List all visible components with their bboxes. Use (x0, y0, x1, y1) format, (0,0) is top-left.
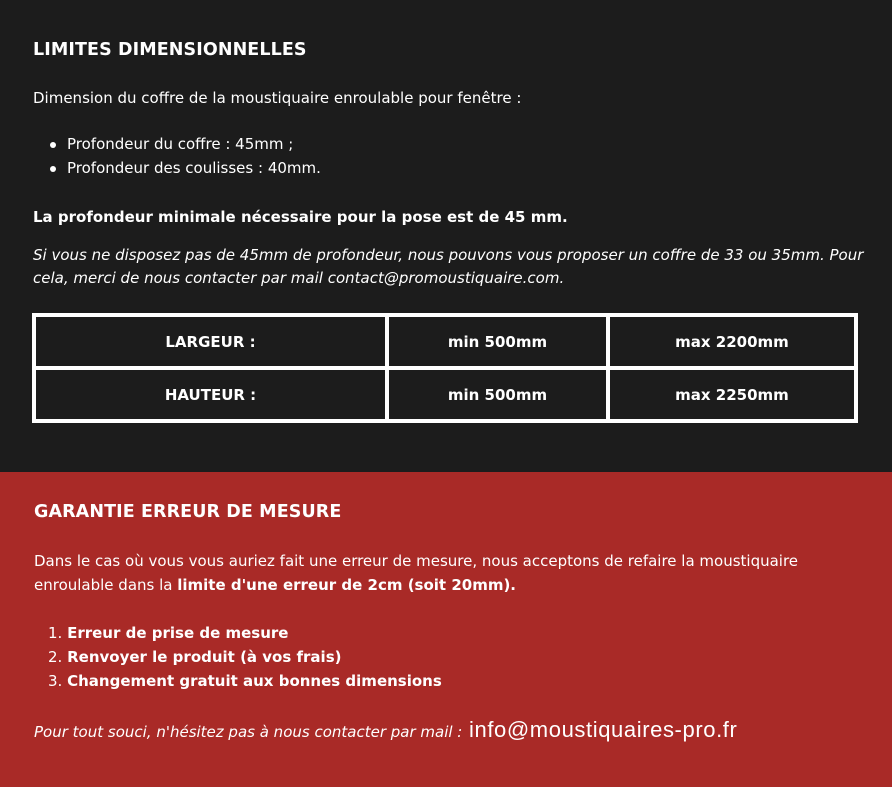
step-text: Renvoyer le produit (à vos frais) (67, 648, 342, 666)
height-label-cell: HAUTEUR : (36, 370, 385, 419)
table-row (36, 370, 854, 419)
step-number: 3. (48, 672, 63, 690)
table-row (36, 317, 854, 366)
alt-coffre-note-line2: cela, merci de nous contacter par mail contact@promoustiquaire.com. (33, 269, 565, 287)
width-max-cell: max 2200mm (610, 317, 854, 366)
dimensions-table (32, 313, 858, 423)
list-item (48, 624, 288, 642)
step-number: 2. (48, 648, 63, 666)
list-item: Profondeur du coffre : 45mm ; (67, 135, 294, 153)
height-min-cell: min 500mm (389, 370, 606, 419)
guarantee-text-line1: Dans le cas où vous vous auriez fait une erreur de mesure, nous acceptons de refaire la moustiquaire (34, 552, 799, 570)
list-item (48, 648, 341, 666)
min-depth-note: La profondeur minimale nécessaire pour la pose est de 45 mm. (33, 208, 568, 226)
guarantee-title: GARANTIE ERREUR DE MESURE (34, 502, 342, 522)
contact-email-link[interactable]: info@moustiquaires-pro.fr (469, 717, 738, 742)
width-min-cell: min 500mm (389, 317, 606, 366)
bullet-dot-icon (50, 166, 56, 172)
limits-intro: Dimension du coffre de la moustiquaire enroulable pour fenêtre : (33, 89, 522, 107)
contact-prefix: Pour tout souci, n'hésitez pas à nous contacter par mail : (34, 723, 463, 741)
guarantee-text-line2 (34, 576, 516, 594)
alt-coffre-note-line1: Si vous ne disposez pas de 45mm de profondeur, nous pouvons vous proposer un coffre de 33 ou 35mm. Pour (33, 246, 864, 264)
step-text: Erreur de prise de mesure (67, 624, 289, 642)
bullet-dot-icon (50, 142, 56, 148)
width-label-cell: LARGEUR : (36, 317, 385, 366)
guarantee-limit-bold: limite d'une erreur de 2cm (soit 20mm). (177, 576, 517, 594)
measure-guarantee-section (0, 472, 892, 787)
list-item: Profondeur des coulisses : 40mm. (67, 159, 321, 177)
list-item (48, 672, 442, 690)
height-max-cell: max 2250mm (610, 370, 854, 419)
limits-title: LIMITES DIMENSIONNELLES (33, 40, 307, 60)
step-number: 1. (48, 624, 63, 642)
step-text: Changement gratuit aux bonnes dimensions (67, 672, 442, 690)
guarantee-text-plain: enroulable dans la (34, 576, 178, 594)
